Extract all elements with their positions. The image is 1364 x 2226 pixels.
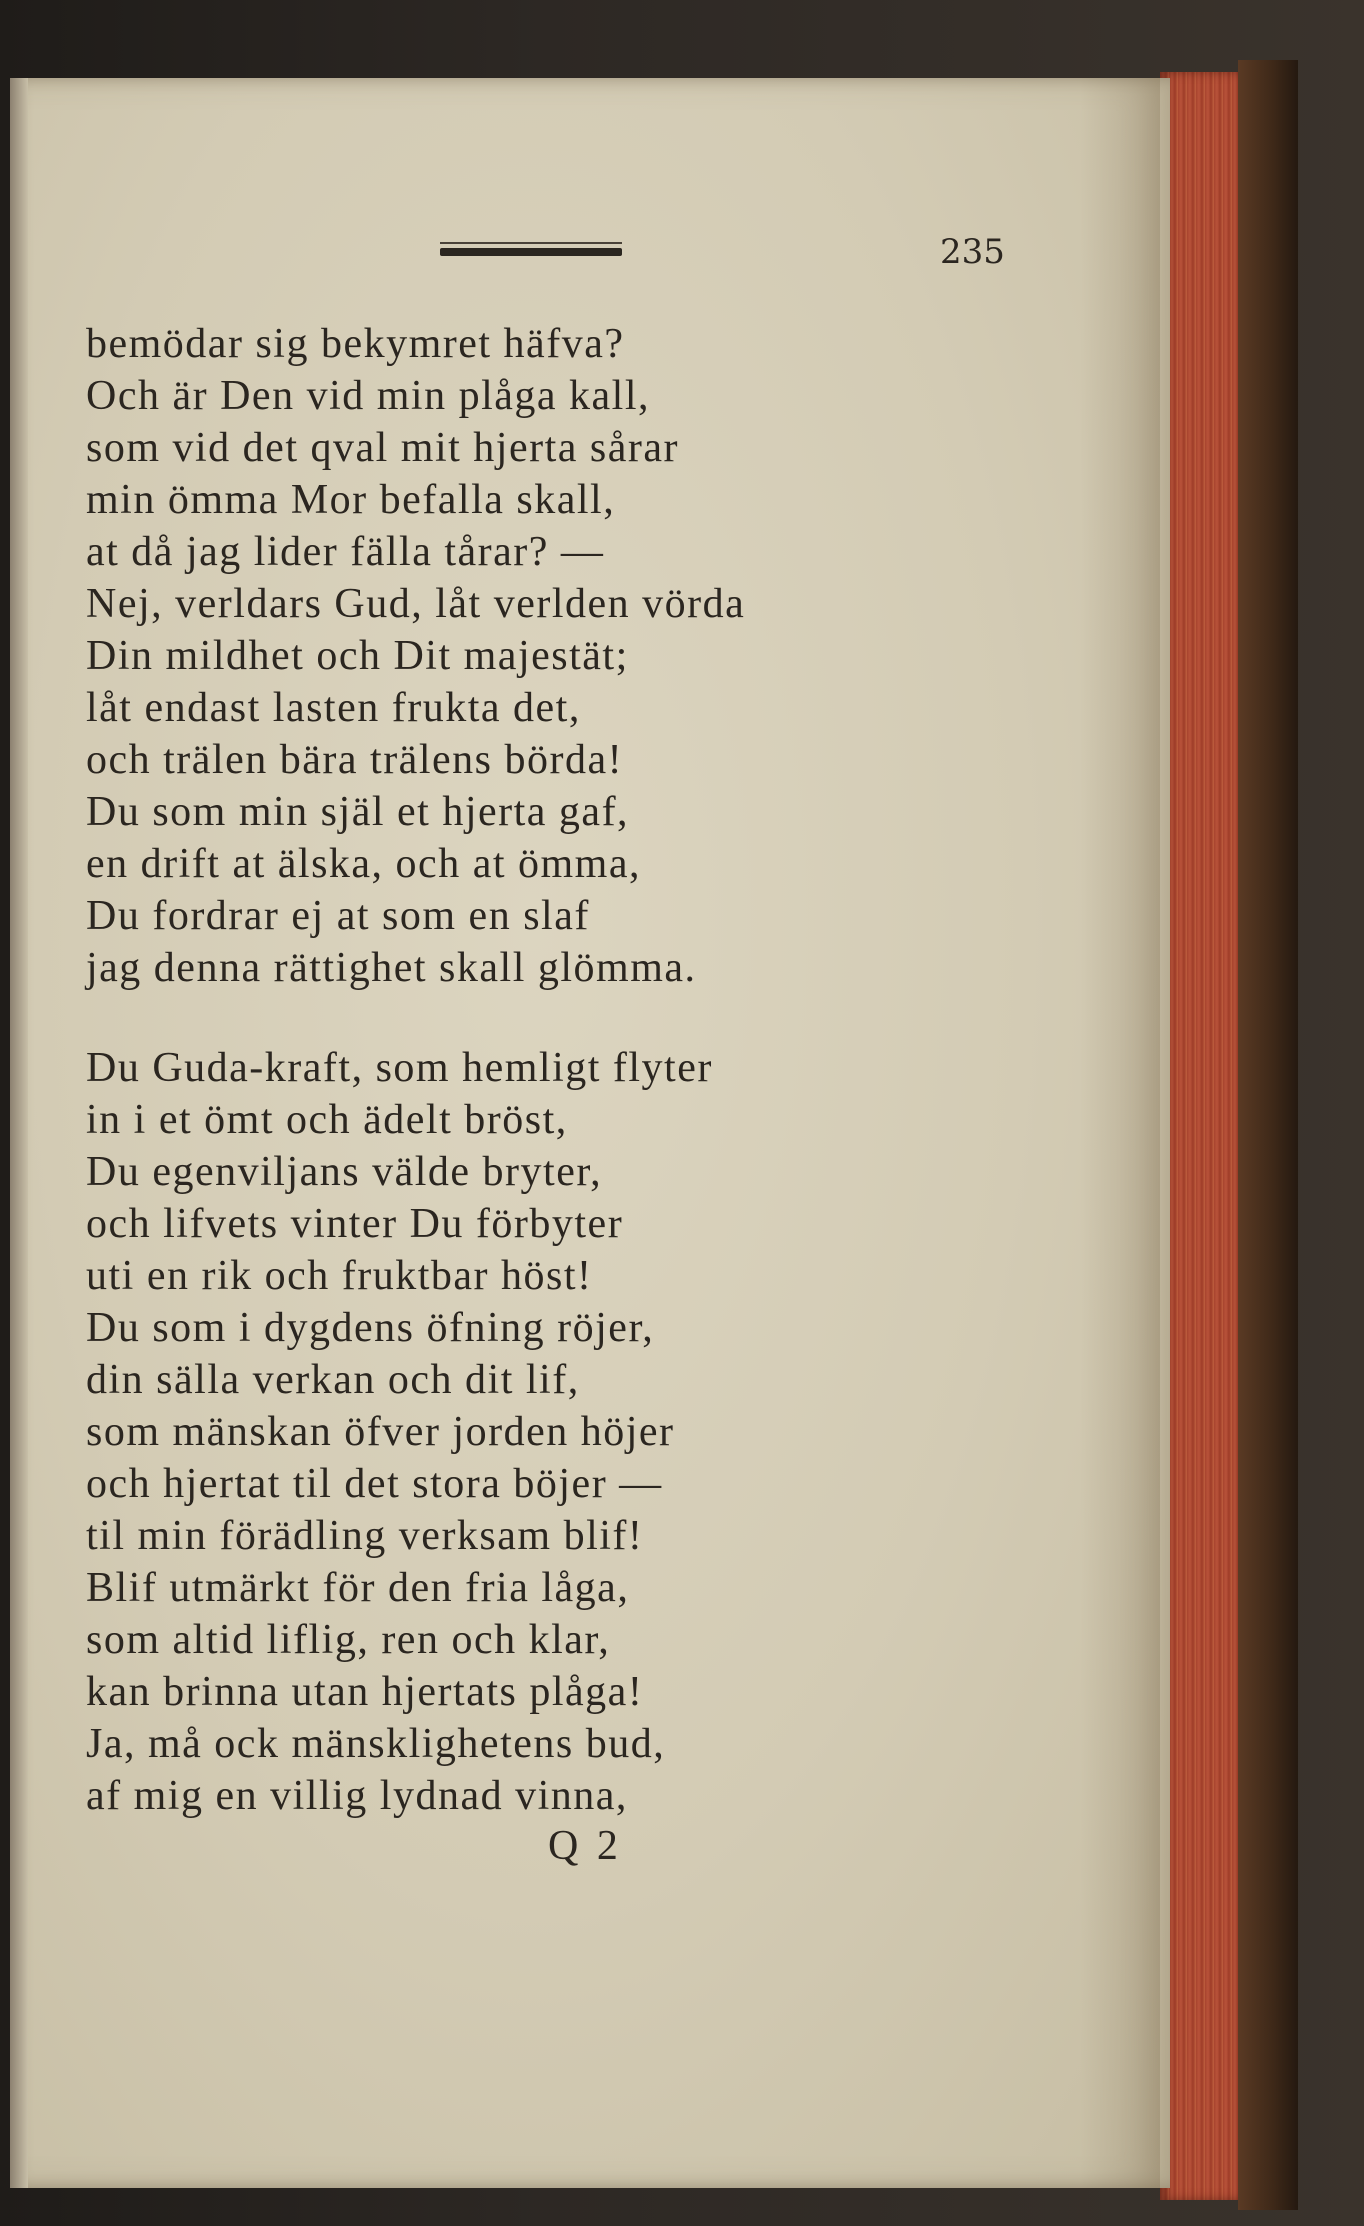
- page-number: 235: [940, 232, 1005, 272]
- verse-line: som mänskan öfver jorden höjer: [86, 1409, 675, 1455]
- verse-line: at då jag lider fälla tårar? —: [86, 529, 605, 575]
- page-fore-edge: [1160, 72, 1238, 2200]
- verse-line: och lifvets vinter Du förbyter: [86, 1201, 624, 1247]
- verse-line: Du Guda-kraft, som hemligt flyter: [86, 1045, 713, 1091]
- signature-mark: Q 2: [548, 1823, 622, 1869]
- verse-line: Ja, må ock mänsklighetens bud,: [86, 1721, 666, 1767]
- verse-line: Du som min själ et hjerta gaf,: [86, 789, 630, 835]
- verse-line: bemödar sig bekymret häfva?: [86, 321, 625, 367]
- verse-line: in i et ömt och ädelt bröst,: [86, 1097, 568, 1143]
- stanza-1: [86, 318, 745, 994]
- page-shadow: [1080, 78, 1160, 2188]
- header-rule: [440, 248, 622, 256]
- stanza-2: [86, 1042, 713, 1822]
- book-cover: [1238, 60, 1298, 2210]
- verse-line: Du egenviljans välde bryter,: [86, 1149, 603, 1195]
- verse-line: min ömma Mor befalla skall,: [86, 477, 616, 523]
- verse-line: Nej, verldars Gud, låt verlden vörda: [86, 581, 746, 627]
- verse-line: til min förädling verksam blif!: [86, 1513, 644, 1559]
- page-binding-edge: [10, 78, 28, 2188]
- verse-line: kan brinna utan hjertats plåga!: [86, 1669, 644, 1715]
- verse-line: som vid det qval mit hjerta sårar: [86, 425, 680, 471]
- verse-line: af mig en villig lydnad vinna,: [86, 1773, 628, 1819]
- verse-line: Din mildhet och Dit majestät;: [86, 633, 629, 679]
- verse-line: Du fordrar ej at som en slaf: [86, 893, 590, 939]
- verse-line: din sälla verkan och dit lif,: [86, 1357, 580, 1403]
- verse-line: jag denna rättighet skall glömma.: [86, 945, 697, 991]
- verse-line: och trälen bära trälens börda!: [86, 737, 624, 783]
- verse-line: låt endast lasten frukta det,: [86, 685, 581, 731]
- verse-line: och hjertat til det stora böjer —: [86, 1461, 663, 1507]
- verse-line: Du som i dygdens öfning röjer,: [86, 1305, 655, 1351]
- verse-line: Blif utmärkt för den fria låga,: [86, 1565, 630, 1611]
- verse-line: uti en rik och fruktbar höst!: [86, 1253, 593, 1299]
- verse-line: en drift at älska, och at ömma,: [86, 841, 641, 887]
- verse-line: Och är Den vid min plåga kall,: [86, 373, 651, 419]
- verse-line: som altid liflig, ren och klar,: [86, 1617, 611, 1663]
